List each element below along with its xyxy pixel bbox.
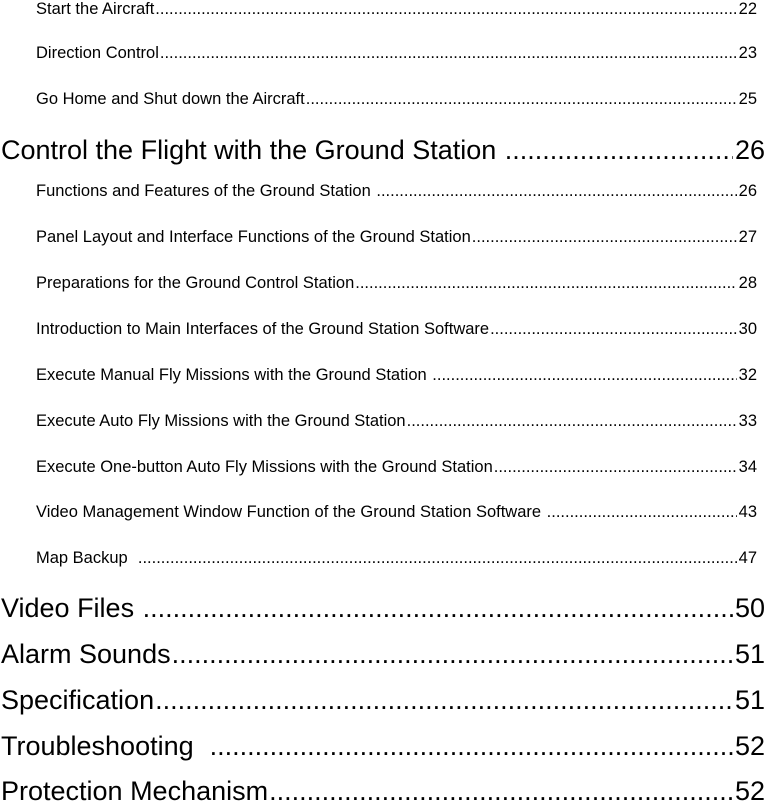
toc-chapter-entry[interactable]: [1, 637, 765, 671]
toc-entry-title: Execute Auto Fly Missions with the Ground Station: [36, 412, 406, 430]
toc-entry[interactable]: [36, 318, 757, 340]
toc-entry-page: 26: [734, 135, 765, 165]
toc-entry[interactable]: [36, 0, 757, 20]
toc-entry-page: 47: [738, 549, 757, 567]
dot-leader: [143, 591, 733, 625]
toc-entry[interactable]: [36, 226, 757, 248]
toc-entry-page: 34: [738, 458, 757, 476]
toc-entry-title: Introduction to Main Interfaces of the Ground Station Software: [36, 320, 490, 338]
toc-entry-title: Go Home and Shut down the Aircraft: [36, 90, 305, 108]
toc-entry-title: Start the Aircraft: [36, 0, 155, 18]
toc-chapter-entry[interactable]: [1, 591, 765, 625]
dot-leader: [547, 501, 737, 523]
toc-entry-page: 51: [734, 685, 765, 715]
toc-entry-page: 51: [734, 639, 765, 669]
dot-leader: [432, 364, 736, 386]
dot-leader: [138, 547, 737, 569]
dot-leader: [472, 226, 737, 248]
toc-entry-page: 28: [738, 274, 757, 292]
toc-entry[interactable]: [36, 364, 757, 386]
dot-leader: [490, 318, 737, 340]
toc-entry-title: Map Backup: [36, 549, 137, 567]
toc-chapter-entry[interactable]: [1, 133, 765, 167]
toc-entry-page: 22: [738, 0, 757, 18]
dot-leader: [355, 272, 736, 294]
dot-leader: [269, 774, 733, 808]
dot-leader: [407, 410, 737, 432]
toc-entry[interactable]: [36, 410, 757, 432]
toc-entry-title: Video Files: [1, 593, 142, 623]
toc-entry-title: Protection Mechanism: [1, 776, 269, 806]
toc-entry-title: Video Management Window Function of the Ground Station Software: [36, 503, 546, 521]
toc-entry-page: 25: [738, 90, 757, 108]
toc-chapter-entry[interactable]: [1, 729, 765, 763]
toc-entry-title: Preparations for the Ground Control Station: [36, 274, 355, 292]
toc-entry[interactable]: [36, 180, 757, 202]
toc-entry[interactable]: [36, 547, 757, 569]
dot-leader: [210, 729, 733, 763]
toc-entry[interactable]: [36, 88, 757, 110]
toc-entry[interactable]: [36, 456, 757, 478]
toc-entry-page: 43: [738, 503, 757, 521]
toc-entry-title: Functions and Features of the Ground Station: [36, 182, 376, 200]
toc-entry-page: 52: [734, 776, 765, 806]
toc-chapter-entry[interactable]: [1, 683, 765, 717]
dot-leader: [155, 683, 733, 717]
dot-leader: [155, 0, 736, 20]
toc-entry-title: Execute Manual Fly Missions with the Ground Station: [36, 366, 432, 384]
toc-entry[interactable]: [36, 501, 757, 523]
toc-entry-page: 52: [734, 731, 765, 761]
toc-entry-page: 27: [738, 228, 757, 246]
toc-chapter-entry[interactable]: [1, 774, 765, 808]
toc-entry-page: 30: [738, 320, 757, 338]
toc-entry-title: Control the Flight with the Ground Station: [1, 135, 504, 165]
toc-entry-title: Troubleshooting: [1, 731, 209, 761]
dot-leader: [172, 637, 733, 671]
toc-entry-title: Execute One-button Auto Fly Missions with the Ground Station: [36, 458, 493, 476]
toc-entry-title: Specification: [1, 685, 155, 715]
toc-entry-page: 26: [738, 182, 757, 200]
toc-entry-title: Alarm Sounds: [1, 639, 171, 669]
toc-entry-page: 33: [738, 412, 757, 430]
toc-entry-title: Direction Control: [36, 44, 159, 62]
dot-leader: [160, 42, 737, 64]
toc-entry-page: 23: [738, 44, 757, 62]
toc-entry-title: Panel Layout and Interface Functions of the Ground Station: [36, 228, 471, 246]
dot-leader: [376, 180, 736, 202]
toc-entry-page: 32: [738, 366, 757, 384]
toc-entry-page: 50: [734, 593, 765, 623]
dot-leader: [494, 456, 737, 478]
dot-leader: [505, 133, 733, 167]
toc-entry[interactable]: [36, 42, 757, 64]
toc-entry[interactable]: [36, 272, 757, 294]
dot-leader: [306, 88, 737, 110]
